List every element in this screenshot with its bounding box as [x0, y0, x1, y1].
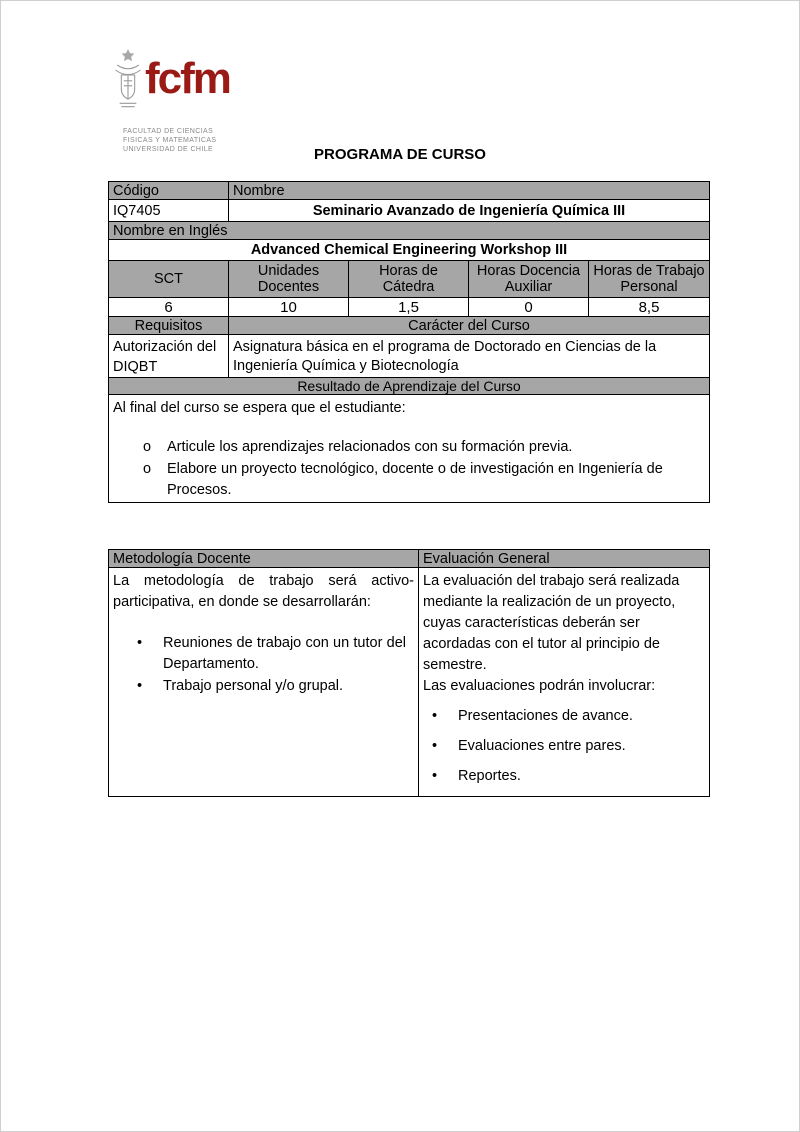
- evaluacion-sub: Las evaluaciones podrán involucrar:: [423, 678, 656, 695]
- nombre-ingles-header: Nombre en Inglés: [109, 222, 710, 240]
- table-row: [109, 550, 710, 568]
- nombre-header: Nombre: [229, 182, 710, 200]
- bullet-marker: •: [137, 635, 143, 652]
- list-item: [113, 459, 705, 501]
- universidad-de-chile-crest-icon: [113, 42, 143, 123]
- page-title: PROGRAMA DE CURSO: [314, 146, 486, 163]
- methodology-evaluation-table: [108, 549, 710, 797]
- col-header-horas-catedra: Horas de Cátedra: [349, 261, 469, 298]
- table-row: [109, 298, 710, 317]
- nombre-ingles-value: Advanced Chemical Engineering Workshop III: [109, 240, 710, 261]
- col-header-sct: SCT: [109, 261, 229, 298]
- list-item-text: Evaluaciones entre pares.: [458, 738, 626, 755]
- list-item: [423, 736, 705, 757]
- col-header-horas-trabajo-personal: Horas de Trabajo Personal: [589, 261, 710, 298]
- requisitos-header: Requisitos: [109, 317, 229, 335]
- fcfm-logo: [113, 42, 263, 154]
- metodologia-list: [113, 633, 414, 697]
- table-row: [109, 200, 710, 222]
- codigo-value: IQ7405: [109, 200, 229, 222]
- evaluacion-header: Evaluación General: [419, 550, 710, 568]
- horas-trabajo-personal-value: 8,5: [589, 298, 710, 317]
- logo-caption-line: FACULTAD DE CIENCIAS: [123, 128, 214, 135]
- evaluacion-intro: La evaluación del trabajo será realizada mediante la realización de un proyecto, cuyas características deberán ser acordadas con el tutor al principio de semestre.: [423, 573, 680, 674]
- codigo-header: Código: [109, 182, 229, 200]
- resultado-header: Resultado de Aprendizaje del Curso: [109, 378, 710, 395]
- list-item-text: Reuniones de trabajo con un tutor del Departamento.: [163, 635, 406, 673]
- bullet-marker: •: [432, 708, 438, 725]
- metodologia-header: Metodología Docente: [109, 550, 419, 568]
- logo-caption-line: FISICAS Y MATEMATICAS: [123, 137, 217, 145]
- col-header-horas-docencia-auxiliar: Horas Docencia Auxiliar: [469, 261, 589, 298]
- list-item-text: Elabore un proyecto tecnológico, docente o de investigación en Ingeniería de Procesos.: [167, 461, 663, 499]
- list-item: [423, 766, 705, 787]
- resultado-intro: Al final del curso se espera que el estudiante:: [113, 400, 406, 417]
- horas-catedra-value: 1,5: [349, 298, 469, 317]
- list-item: [113, 676, 414, 697]
- caracter-header: Carácter del Curso: [229, 317, 710, 335]
- course-info-table: [108, 181, 710, 503]
- horas-docencia-auxiliar-value: 0: [469, 298, 589, 317]
- logo-caption-line: UNIVERSIDAD DE CHILE: [123, 146, 214, 154]
- unidades-docentes-value: 10: [229, 298, 349, 317]
- table-row: [109, 395, 710, 503]
- metodologia-intro: La metodología de trabajo será activo-participativa, en donde se desarrollarán:: [113, 573, 414, 611]
- resultado-list: [113, 437, 705, 501]
- table-row: [109, 317, 710, 335]
- nombre-value: Seminario Avanzado de Ingeniería Química III: [229, 200, 710, 222]
- table-row: [109, 568, 710, 797]
- list-item: [113, 437, 705, 458]
- fcfm-wordmark: fcfm: [145, 54, 230, 103]
- list-item: [113, 633, 414, 675]
- table-row: [109, 182, 710, 200]
- list-item: [423, 706, 705, 727]
- caracter-value: Asignatura básica en el programa de Doctorado en Ciencias de la Ingeniería Química y Biotecnología: [229, 335, 710, 378]
- evaluacion-list: [423, 706, 705, 787]
- col-header-unidades-docentes: Unidades Docentes: [229, 261, 349, 298]
- table-row: [109, 222, 710, 240]
- table-row: [109, 261, 710, 298]
- sct-value: 6: [109, 298, 229, 317]
- table-row: [109, 378, 710, 395]
- table-row: [109, 240, 710, 261]
- bullet-marker: o: [143, 439, 152, 456]
- requisitos-value: Autorización del DIQBT: [109, 335, 229, 378]
- list-item-text: Reportes.: [458, 768, 521, 785]
- list-item-text: Articule los aprendizajes relacionados con su formación previa.: [167, 439, 573, 456]
- table-row: [109, 335, 710, 378]
- bullet-marker: •: [137, 678, 143, 695]
- bullet-marker: •: [432, 738, 438, 755]
- list-item-text: Trabajo personal y/o grupal.: [163, 678, 344, 695]
- bullet-marker: o: [143, 461, 152, 478]
- list-item-text: Presentaciones de avance.: [458, 708, 633, 725]
- bullet-marker: •: [432, 768, 438, 785]
